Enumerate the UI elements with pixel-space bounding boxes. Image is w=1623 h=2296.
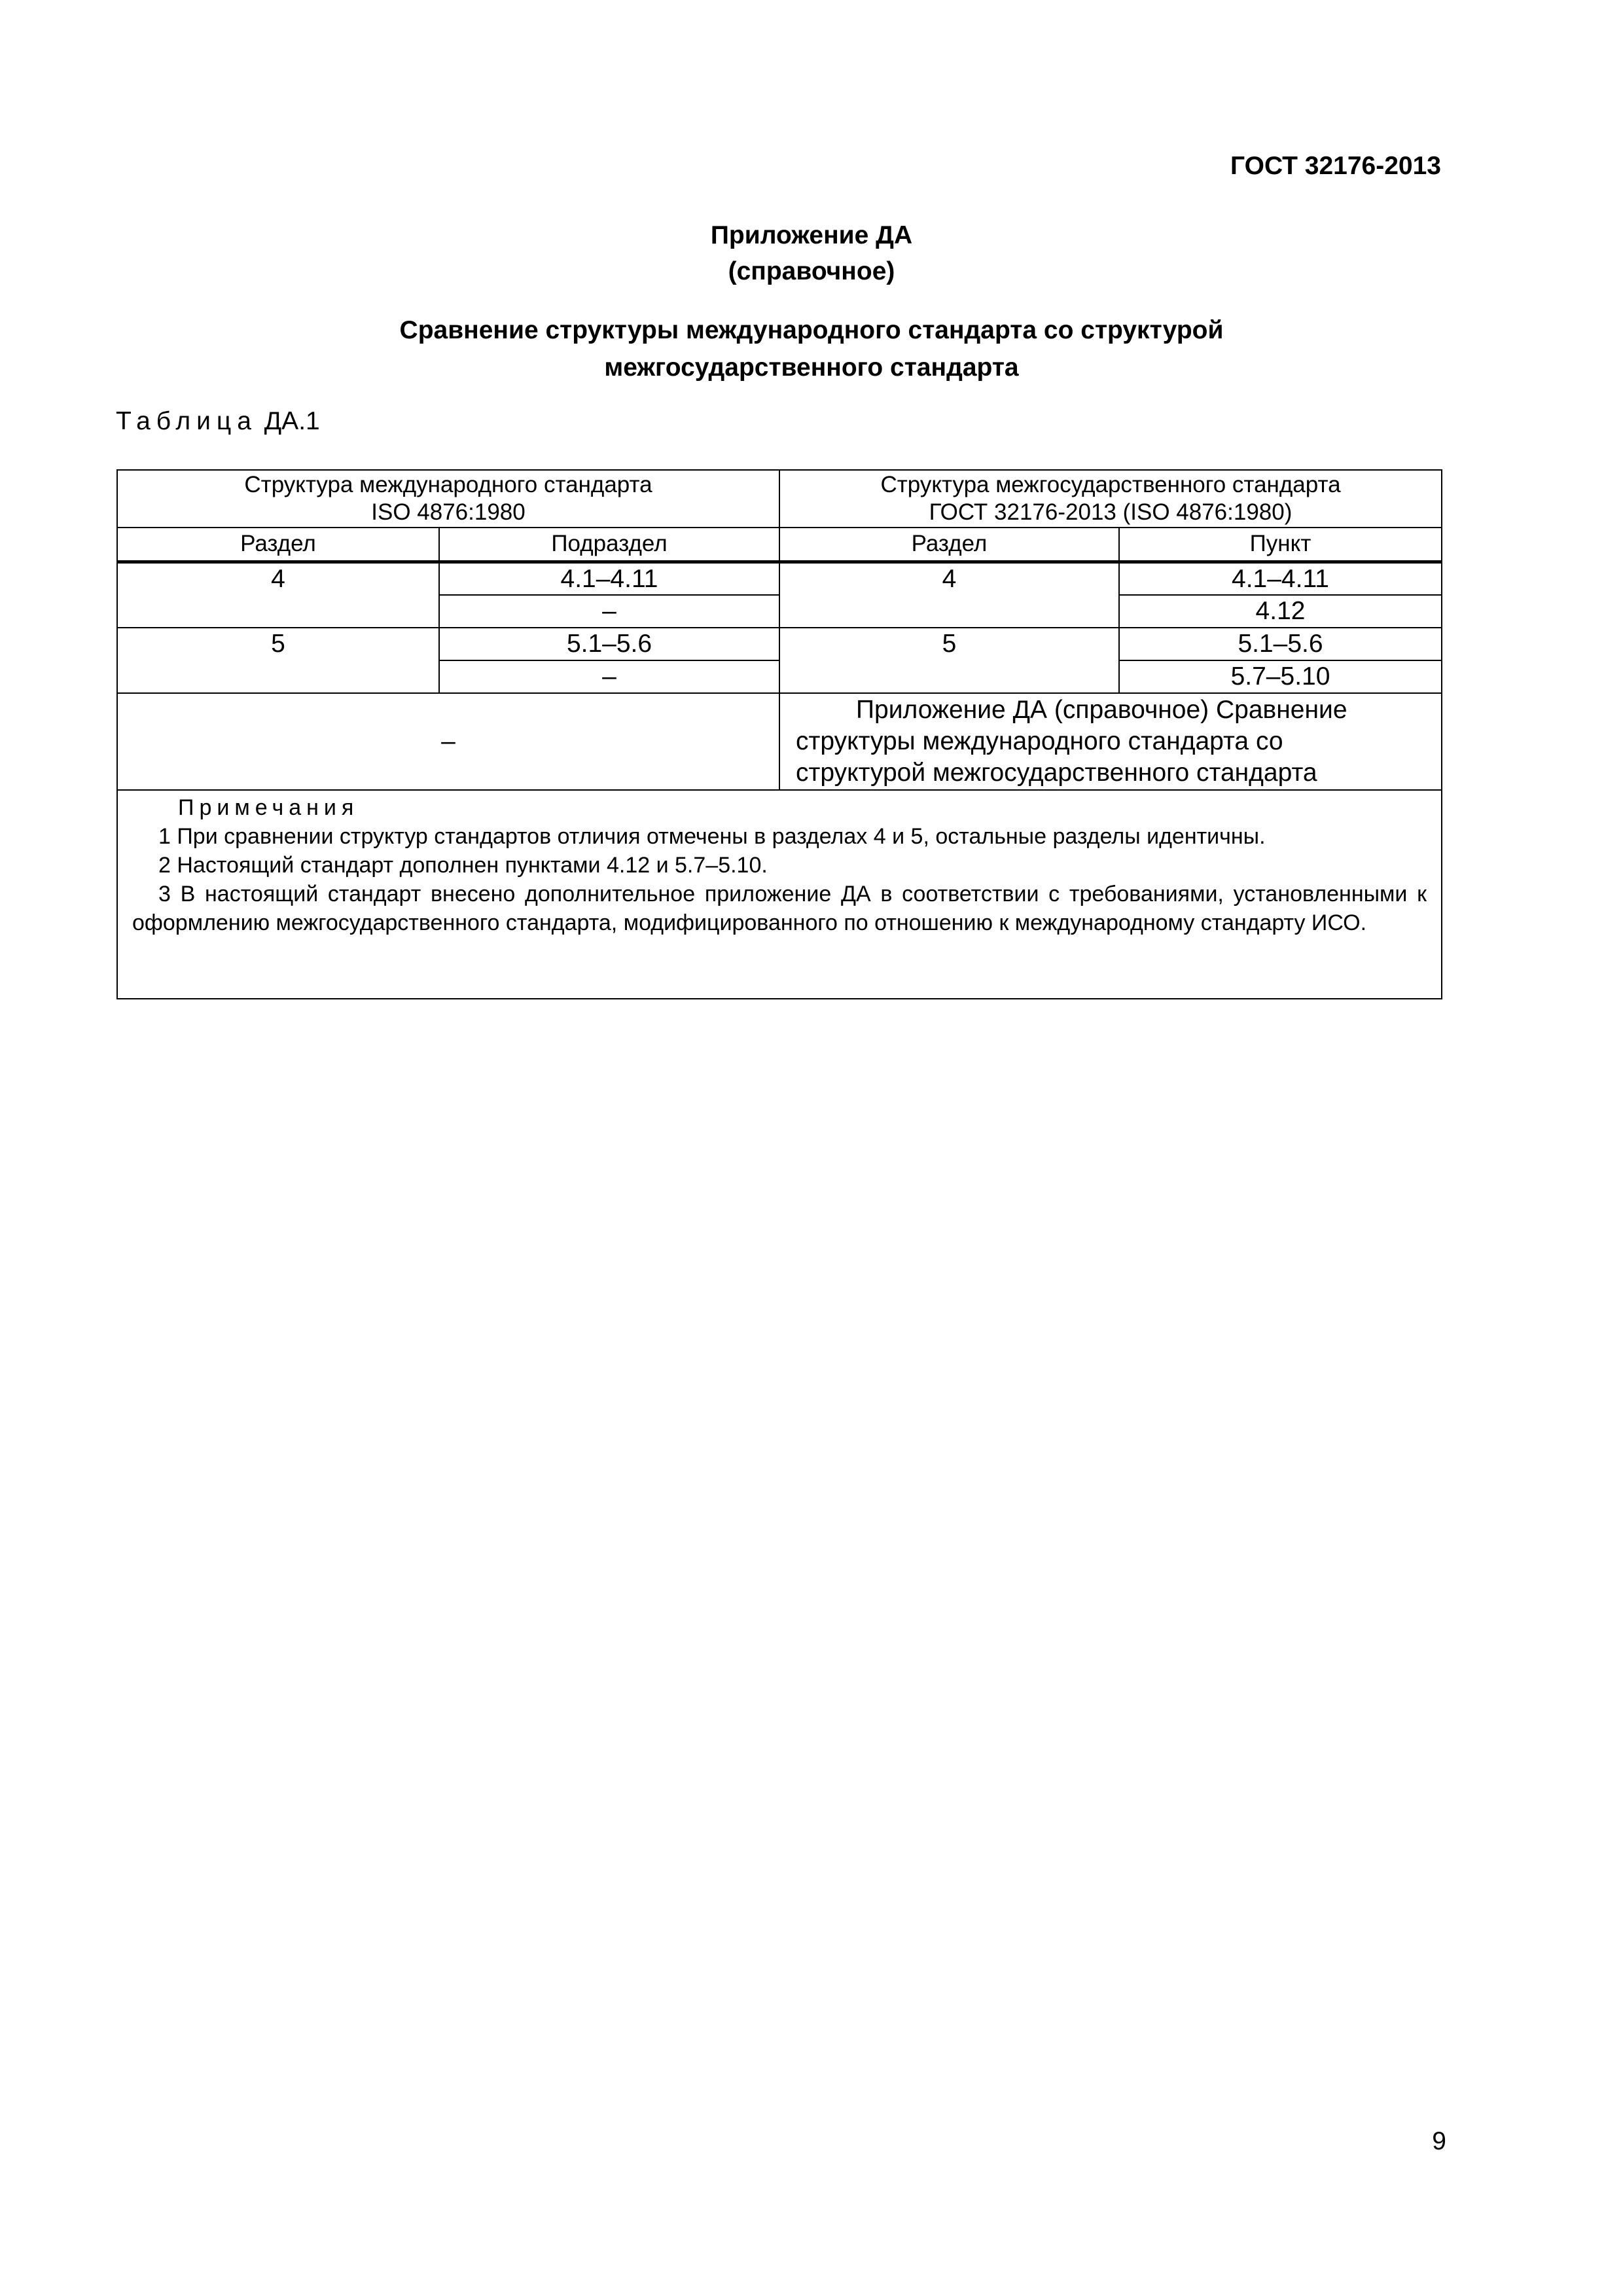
gost-annex-line1: Приложение ДА (справочное) Сравнение	[856, 695, 1347, 724]
page-number: 9	[1432, 2127, 1446, 2155]
table-annex-row	[117, 693, 1442, 790]
gost-clause-cell: 4.12	[1119, 595, 1442, 628]
column-header: Раздел	[779, 528, 1119, 562]
international-header-line2: ISO 4876:1980	[371, 499, 526, 525]
document-code: ГОСТ 32176-2013	[1230, 152, 1441, 180]
gost-clause-cell: 5.7–5.10	[1119, 660, 1442, 693]
notes-cell	[117, 790, 1442, 999]
table-label-word: Таблица	[116, 407, 257, 435]
comparison-heading-line1: Сравнение структуры международного стандарта со структурой	[399, 316, 1224, 344]
appendix-title: Приложение ДА	[710, 221, 913, 249]
interstate-header-line2: ГОСТ 32176-2013 (ISO 4876:1980)	[929, 499, 1293, 525]
column-header: Пункт	[1119, 528, 1442, 562]
note-item: 1 При сравнении структур стандартов отличия отмечены в разделах 4 и 5, остальные разделы идентичны.	[158, 823, 1266, 849]
intl-section-cell: 4	[117, 562, 439, 628]
intl-annex-cell: –	[117, 693, 779, 790]
comparison-heading-line2: межгосударственного стандарта	[604, 353, 1019, 382]
international-header-line1: Структура международного стандарта	[244, 472, 652, 497]
table-row	[117, 562, 1442, 595]
note-item: 2 Настоящий стандарт дополнен пунктами 4.12 и 5.7–5.10.	[158, 852, 768, 878]
table-notes-row	[117, 790, 1442, 999]
gost-clause-cell: 5.1–5.6	[1119, 628, 1442, 660]
column-header: Раздел	[117, 528, 439, 562]
gost-annex-line2: структуры международного стандарта со	[796, 726, 1283, 755]
notes-heading: Примечания	[178, 795, 359, 820]
note-item: 3 В настоящий стандарт внесено дополнительное приложение ДА в соответствии с требованиями, установленными к оформлению межгосударственного стандарта, модифицированного по отношению к международному стандарту ИСО.	[132, 881, 1427, 935]
intl-subsection-cell: –	[439, 595, 779, 628]
gost-section-cell: 4	[779, 562, 1119, 628]
intl-subsection-cell: –	[439, 660, 779, 693]
gost-annex-line3: структурой межгосударственного стандарта	[796, 758, 1317, 787]
table-group-header-row	[117, 470, 1442, 528]
intl-section-cell: 5	[117, 628, 439, 693]
table-row	[117, 628, 1442, 660]
gost-annex-cell	[779, 693, 1442, 790]
gost-clause-cell: 4.1–4.11	[1119, 562, 1442, 595]
table-label-id: ДА.1	[264, 407, 320, 435]
intl-subsection-cell: 4.1–4.11	[439, 562, 779, 595]
table-column-header-row	[117, 528, 1442, 562]
appendix-title-block	[0, 217, 1623, 289]
comparison-heading	[0, 312, 1623, 386]
gost-section-cell: 5	[779, 628, 1119, 693]
interstate-header-line1: Структура межгосударственного стандарта	[880, 472, 1341, 497]
intl-subsection-cell: 5.1–5.6	[439, 628, 779, 660]
interstate-structure-header	[779, 470, 1442, 528]
appendix-subtitle: (справочное)	[728, 257, 895, 285]
table-label	[116, 407, 320, 436]
column-header: Подраздел	[439, 528, 779, 562]
international-structure-header	[117, 470, 779, 528]
comparison-table	[116, 469, 1442, 999]
